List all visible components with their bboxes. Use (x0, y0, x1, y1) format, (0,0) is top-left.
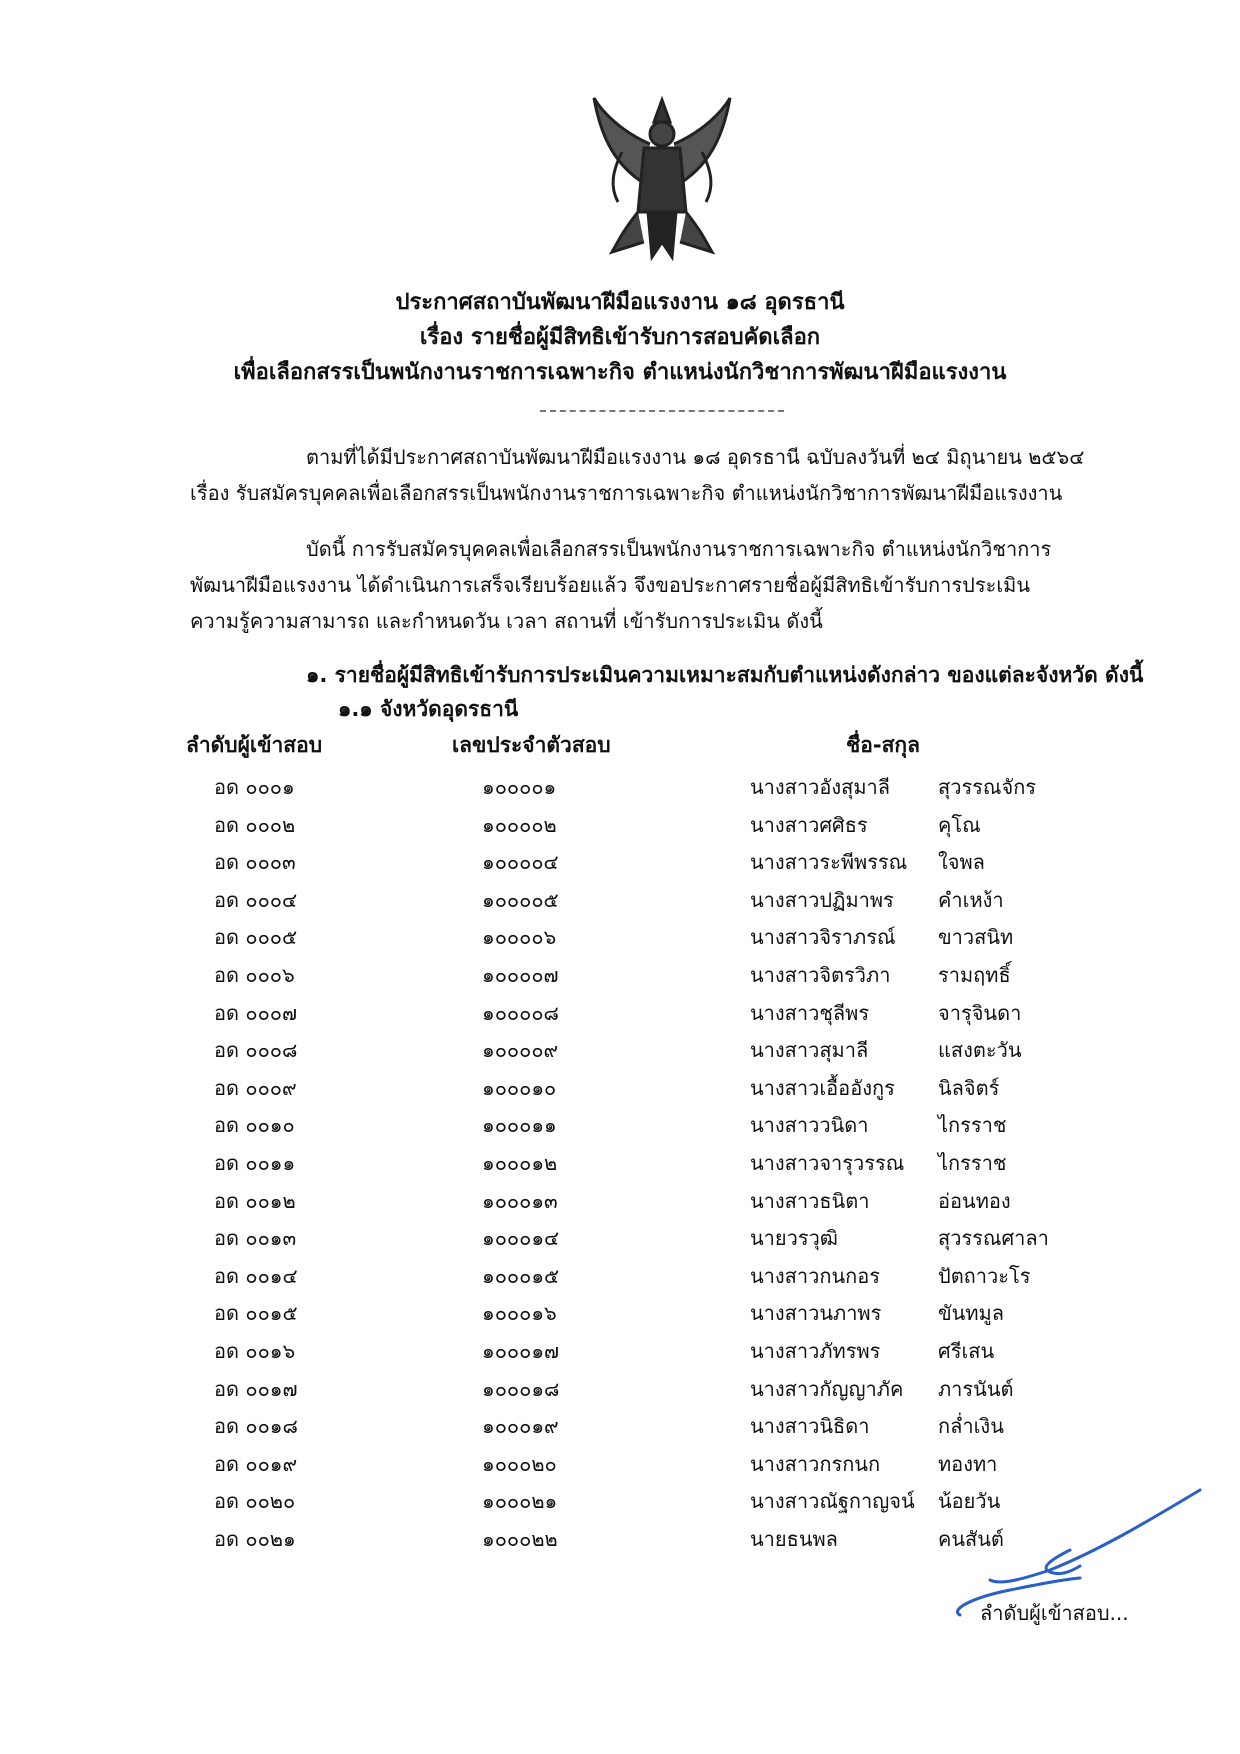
first-name-cell: นางสาวกรกนก (750, 1451, 881, 1476)
last-name-cell: จารุจินดา (938, 1000, 1022, 1025)
table-row (0, 1411, 1240, 1449)
table-row (0, 998, 1240, 1036)
first-name-cell: นางสาวนภาพร (750, 1301, 882, 1326)
order-cell: อด ๐๐๑๘ (214, 1414, 298, 1439)
exam-id-cell: ๑๐๐๐๑๘ (482, 1376, 560, 1401)
exam-id-cell: ๑๐๐๐๑๒ (482, 1150, 558, 1175)
exam-id-cell: ๑๐๐๐๐๖ (482, 925, 557, 950)
last-name-cell: ปัตถาวะโร (938, 1263, 1031, 1288)
table-row (0, 922, 1240, 960)
exam-id-cell: ๑๐๐๐๒๐ (482, 1451, 557, 1476)
first-name-cell: นางสาวอังสุมาลี (750, 775, 890, 799)
exam-id-cell: ๑๐๐๐๐๙ (482, 1038, 559, 1063)
last-name-cell: ไกรราช (938, 1150, 1007, 1175)
table-row (0, 1035, 1240, 1073)
first-name-cell: นางสาวภัทรพร (750, 1338, 881, 1363)
table-row (0, 1110, 1240, 1148)
table-row (0, 1261, 1240, 1299)
last-name-cell: ภารนันต์ (938, 1376, 1014, 1401)
first-name-cell: นายวรวุฒิ (750, 1226, 838, 1251)
order-cell: อด ๐๐๑๗ (214, 1376, 298, 1401)
first-name-cell: นางสาวเอื้ออังกูร (750, 1075, 895, 1100)
first-name-cell: นางสาวชุลีพร (750, 1000, 870, 1025)
table-row (0, 772, 1240, 810)
last-name-cell: สุวรรณศาลา (938, 1226, 1049, 1251)
last-name-cell: อ่อนทอง (938, 1188, 1011, 1213)
last-name-cell: น้อยวัน (938, 1489, 1001, 1514)
last-name-cell: คุโณ (938, 812, 981, 837)
exam-id-cell: ๑๐๐๐๐๕ (482, 887, 559, 912)
table-row (0, 1374, 1240, 1412)
order-cell: อด ๐๐๒๑ (214, 1526, 296, 1551)
order-cell: อด ๐๐๐๑ (214, 775, 295, 799)
first-name-cell: นางสาวสุมาลี (750, 1038, 869, 1063)
table-row (0, 810, 1240, 848)
table-row (0, 1336, 1240, 1374)
order-cell: อด ๐๐๑๒ (214, 1188, 296, 1213)
order-cell: อด ๐๐๑๕ (214, 1301, 298, 1326)
announcement-subject: เรื่อง รายชื่อผู้มีสิทธิเข้ารับการสอบคัดเลือก (419, 325, 821, 350)
order-cell: อด ๐๐๐๕ (214, 925, 298, 950)
last-name-cell: คนสันต์ (938, 1526, 1004, 1551)
section-1-1-heading: ๑.๑ จังหวัดอุดรธานี (338, 697, 519, 721)
paragraph-2-line-3: ความรู้ความสามารถ และกำหนดวัน เวลา สถานที่ เข้ารับการประเมิน ดังนี้ (190, 609, 823, 633)
column-header-order: ลำดับผู้เข้าสอบ (186, 733, 323, 757)
table-row (0, 1073, 1240, 1111)
order-cell: อด ๐๐๑๑ (214, 1150, 296, 1175)
section-1-heading: ๑. รายชื่อผู้มีสิทธิเข้ารับการประเมินความเหมาะสมกับตำแหน่งดังกล่าว ของแต่ละจังหวัด ดังนี้ (306, 663, 1144, 687)
last-name-cell: ไกรราช (938, 1113, 1007, 1138)
first-name-cell: นางสาวกนกอร (750, 1263, 880, 1288)
order-cell: อด ๐๐๐๗ (214, 1000, 298, 1025)
first-name-cell: นางสาวปฏิมาพร (750, 887, 894, 912)
last-name-cell: ศรีเสน (938, 1338, 995, 1363)
exam-id-cell: ๑๐๐๐๒๑ (482, 1489, 558, 1514)
exam-id-cell: ๑๐๐๐๐๑ (482, 775, 557, 799)
paragraph-2-line-2: พัฒนาฝีมือแรงงาน ได้ดำเนินการเสร็จเรียบร้อยแล้ว จึงขอประกาศรายชื่อผู้มีสิทธิเข้ารับการประเมิน (190, 573, 1031, 597)
first-name-cell: นางสาวกัญญาภัค (750, 1376, 904, 1401)
order-cell: อด ๐๐๑๖ (214, 1338, 296, 1363)
first-name-cell: นางสาววนิดา (750, 1113, 869, 1138)
garuda-emblem-icon (582, 92, 742, 262)
title-divider (540, 410, 784, 412)
first-name-cell: นางสาวจิราภรณ์ (750, 925, 896, 950)
exam-id-cell: ๑๐๐๐๑๔ (482, 1226, 560, 1251)
order-cell: อด ๐๐๐๔ (214, 887, 298, 912)
order-cell: อด ๐๐๒๐ (214, 1489, 296, 1514)
last-name-cell: ใจพล (938, 850, 985, 875)
order-cell: อด ๐๐๐๙ (214, 1075, 297, 1100)
table-row (0, 960, 1240, 998)
exam-id-cell: ๑๐๐๐๑๓ (482, 1188, 558, 1213)
first-name-cell: นางสาวธนิตา (750, 1188, 870, 1213)
paragraph-1-line-2: เรื่อง รับสมัครบุคคลเพื่อเลือกสรรเป็นพนักงานราชการเฉพาะกิจ ตำแหน่งนักวิชาการพัฒนาฝีมือแรงงาน (190, 481, 1063, 505)
last-name-cell: นิลจิตร์ (938, 1075, 1000, 1100)
order-cell: อด ๐๐๑๓ (214, 1226, 297, 1251)
order-cell: อด ๐๐๐๖ (214, 962, 295, 987)
announcement-title: ประกาศสถาบันพัฒนาฝีมือแรงงาน ๑๘ อุดรธานี (395, 290, 845, 315)
last-name-cell: กล่ำเงิน (938, 1414, 1004, 1439)
first-name-cell: นางสาวนิธิดา (750, 1414, 870, 1439)
order-cell: อด ๐๐๑๙ (214, 1451, 298, 1476)
table-row (0, 1148, 1240, 1186)
paragraph-1-line-1: ตามที่ได้มีประกาศสถาบันพัฒนาฝีมือแรงงาน ๑๘ อุดรธานี ฉบับลงวันที่ ๒๔ มิถุนายน ๒๕๖๔ (306, 445, 1085, 469)
first-name-cell: นายธนพล (750, 1526, 838, 1551)
table-row (0, 847, 1240, 885)
table-row (0, 1186, 1240, 1224)
exam-id-cell: ๑๐๐๐๑๖ (482, 1301, 557, 1326)
table-row (0, 1223, 1240, 1261)
first-name-cell: นางสาวศศิธร (750, 812, 868, 837)
first-name-cell: นางสาวจิตรวิภา (750, 962, 891, 987)
exam-id-cell: ๑๐๐๐๑๕ (482, 1263, 560, 1288)
exam-id-cell: ๑๐๐๐๐๒ (482, 812, 557, 837)
exam-id-cell: ๑๐๐๐๐๘ (482, 1000, 559, 1025)
last-name-cell: รามฤทธิ์ (938, 962, 1011, 987)
table-row (0, 1298, 1240, 1336)
order-cell: อด ๐๐๑๐ (214, 1113, 295, 1138)
first-name-cell: นางสาวจารุวรรณ (750, 1150, 905, 1175)
last-name-cell: แสงตะวัน (938, 1038, 1022, 1063)
order-cell: อด ๐๐๑๔ (214, 1263, 298, 1288)
column-header-name: ชื่อ-สกุล (846, 733, 920, 757)
exam-id-cell: ๑๐๐๐๑๙ (482, 1414, 559, 1439)
candidate-list (0, 772, 1240, 1561)
announcement-subject-continued: เพื่อเลือกสรรเป็นพนักงานราชการเฉพาะกิจ ตำแหน่งนักวิชาการพัฒนาฝีมือแรงงาน (233, 360, 1007, 385)
exam-id-cell: ๑๐๐๐๒๒ (482, 1526, 558, 1551)
order-cell: อด ๐๐๐๘ (214, 1038, 298, 1063)
order-cell: อด ๐๐๐๒ (214, 812, 296, 837)
last-name-cell: ขันทมูล (938, 1301, 1004, 1326)
exam-id-cell: ๑๐๐๐๑๑ (482, 1113, 557, 1138)
table-row (0, 885, 1240, 923)
continuation-text: ลำดับผู้เข้าสอบ... (980, 1601, 1129, 1625)
order-cell: อด ๐๐๐๓ (214, 850, 296, 875)
exam-id-cell: ๑๐๐๐๐๗ (482, 962, 559, 987)
paragraph-2-line-1: บัดนี้ การรับสมัครบุคคลเพื่อเลือกสรรเป็นพนักงานราชการเฉพาะกิจ ตำแหน่งนักวิชาการ (306, 537, 1052, 561)
last-name-cell: คำเหง้า (938, 887, 1004, 912)
exam-id-cell: ๑๐๐๐๑๐ (482, 1075, 557, 1100)
last-name-cell: สุวรรณจักร (938, 775, 1037, 799)
first-name-cell: นางสาวระพีพรรณ (750, 850, 908, 875)
exam-id-cell: ๑๐๐๐๑๗ (482, 1338, 560, 1363)
exam-id-cell: ๑๐๐๐๐๔ (482, 850, 559, 875)
column-header-exam-id: เลขประจำตัวสอบ (452, 733, 611, 757)
last-name-cell: ขาวสนิท (938, 925, 1014, 950)
last-name-cell: ทองทา (938, 1451, 998, 1476)
first-name-cell: นางสาวณัฐกาญจน์ (750, 1489, 915, 1514)
